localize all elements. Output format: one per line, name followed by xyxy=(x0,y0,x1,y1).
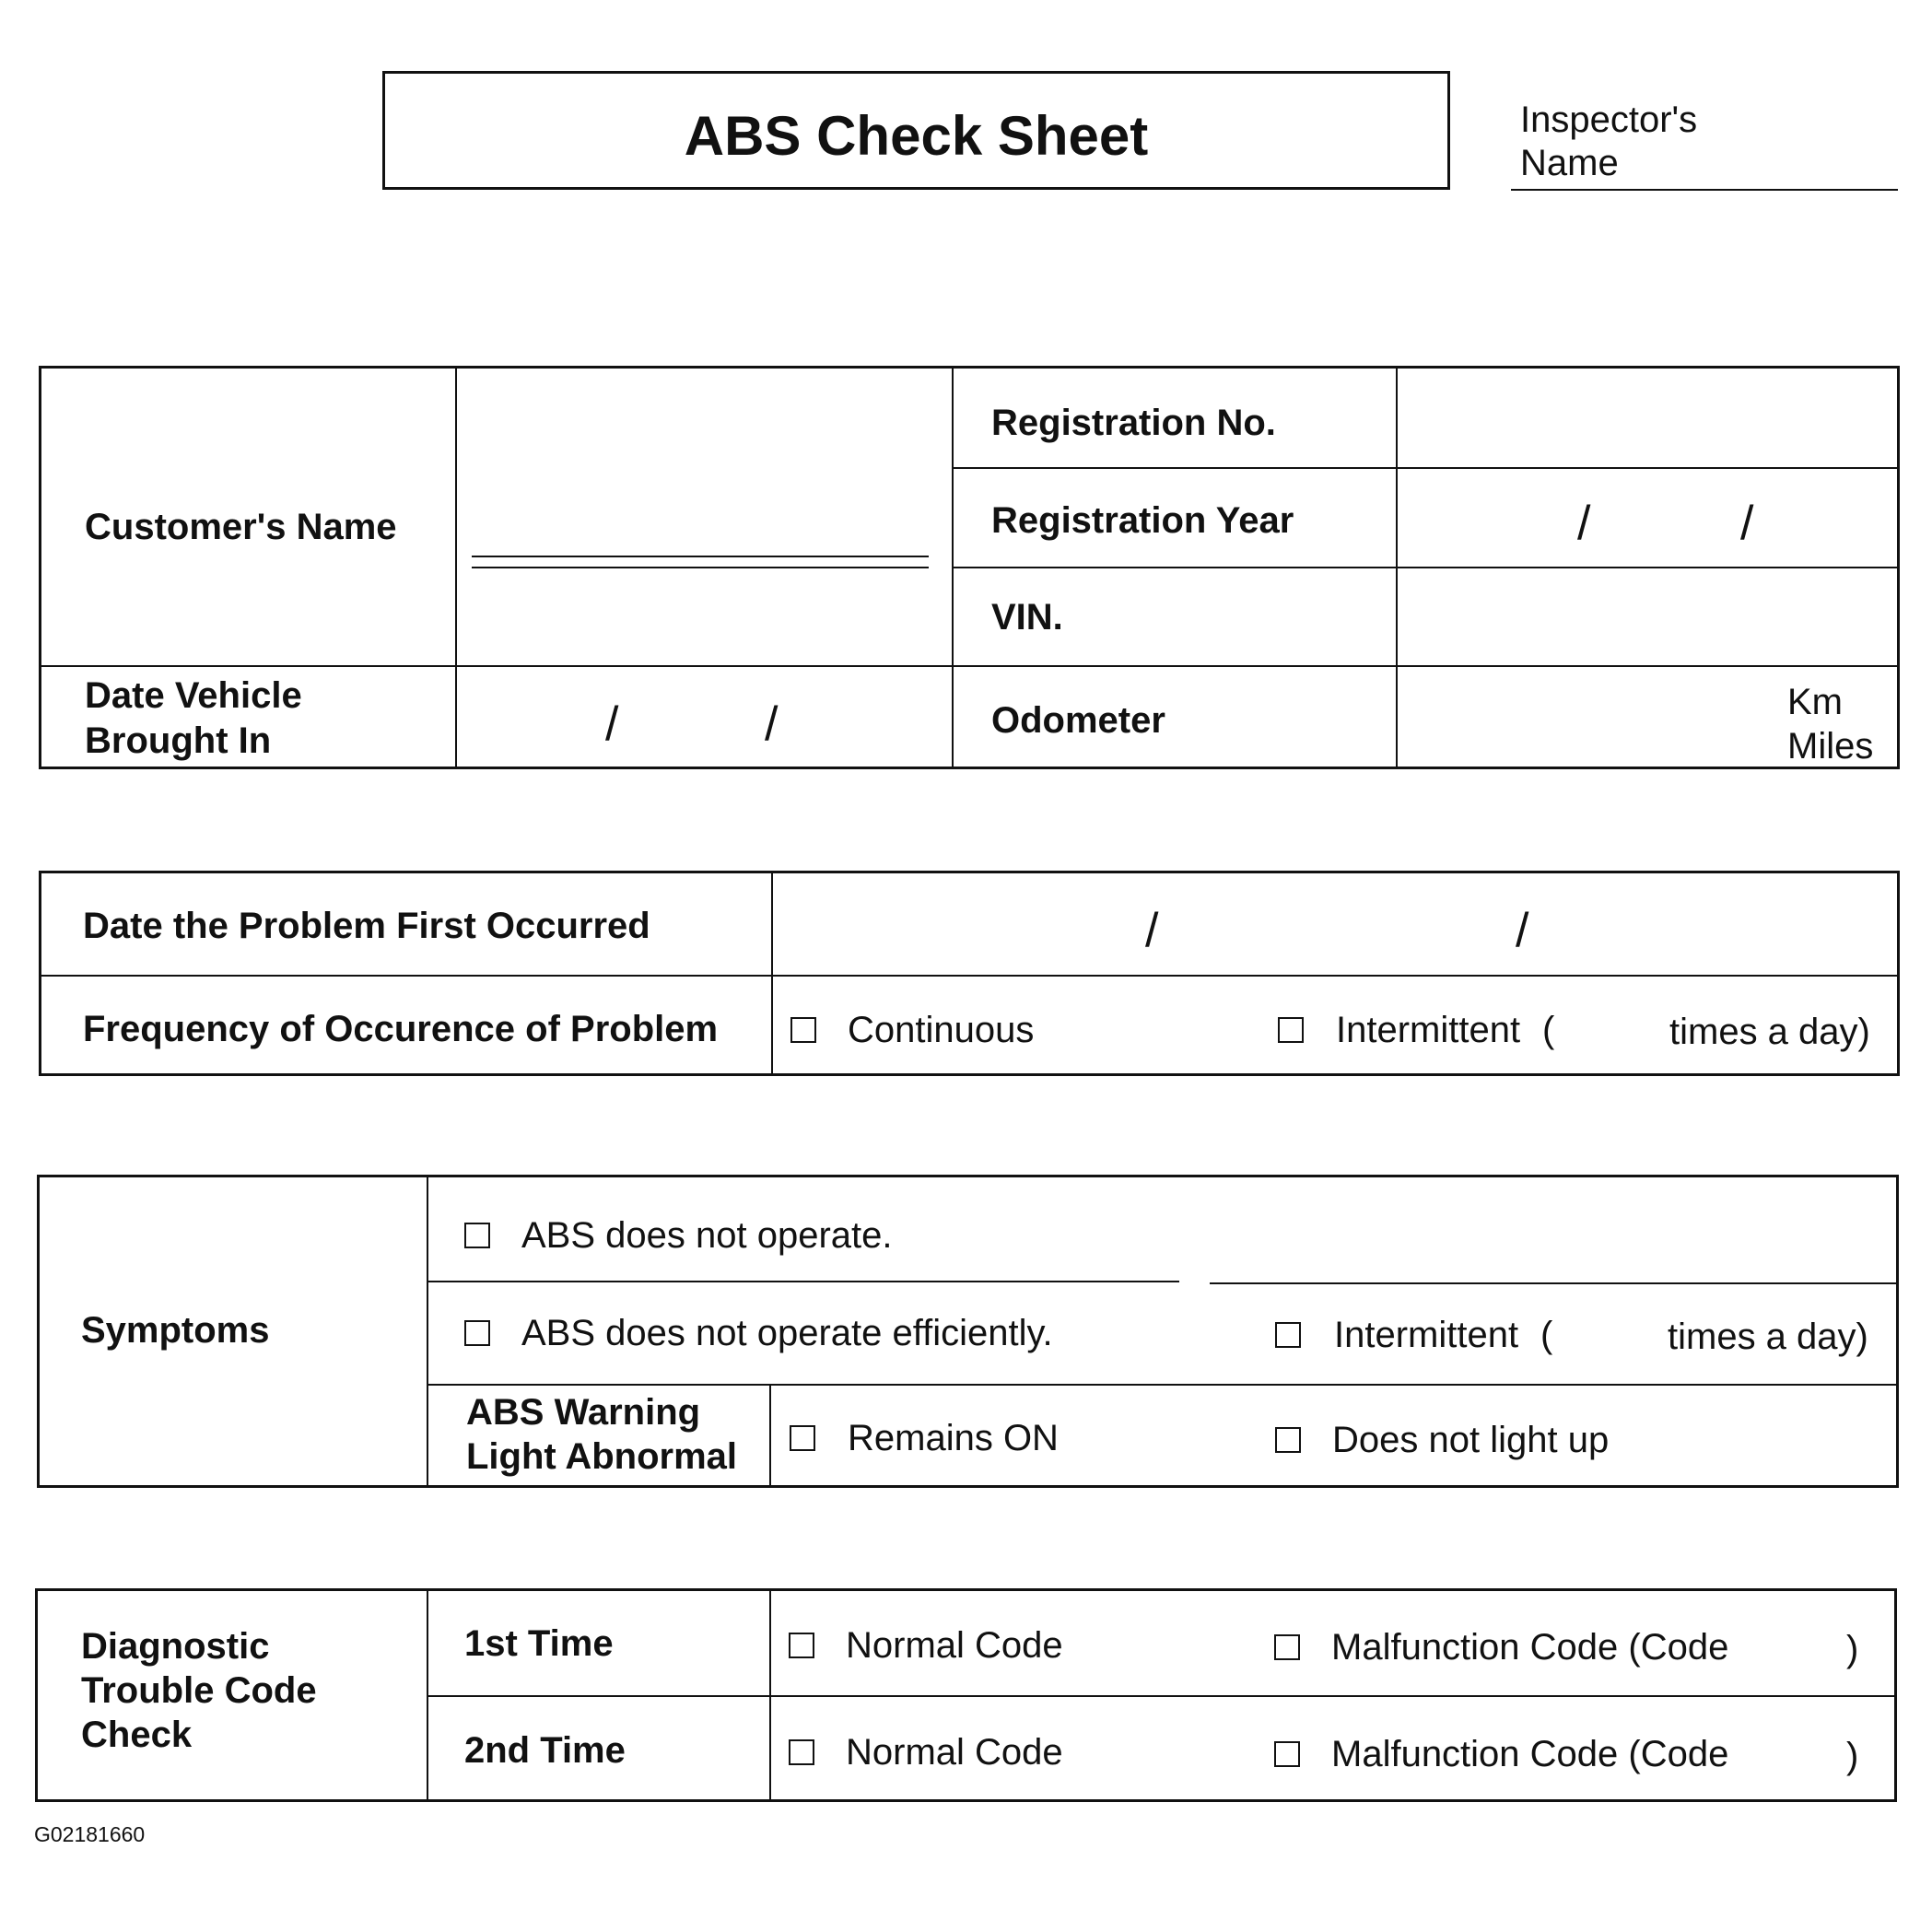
symptoms-intermittent-checkbox[interactable] xyxy=(1275,1322,1301,1348)
date-brought-label-line1: Date Vehicle xyxy=(85,675,302,716)
vin-label: VIN. xyxy=(991,597,1063,638)
first-normal-code-checkbox[interactable] xyxy=(789,1633,814,1658)
inspector-name-field[interactable] xyxy=(1511,189,1898,191)
symptoms-label: Symptoms xyxy=(81,1310,270,1351)
date-brought-field[interactable] xyxy=(457,667,950,767)
not-operate-checkbox[interactable] xyxy=(464,1223,490,1248)
remains-on-label: Remains ON xyxy=(848,1418,1059,1458)
divider xyxy=(39,975,1900,977)
divider xyxy=(427,1175,428,1488)
second-code-field[interactable] xyxy=(1741,1728,1843,1776)
divider xyxy=(427,1695,1897,1697)
customer-name-field-underline xyxy=(472,567,929,568)
divider xyxy=(1210,1282,1899,1284)
registration-year-label: Registration Year xyxy=(991,500,1294,541)
date-separator: / xyxy=(765,697,779,751)
date-separator: / xyxy=(1145,904,1159,957)
remains-on-checkbox[interactable] xyxy=(790,1425,815,1451)
second-malfunction-code-checkbox[interactable] xyxy=(1274,1741,1300,1767)
open-paren: ( xyxy=(1542,1010,1555,1050)
second-malfunction-code-label: Malfunction Code (Code xyxy=(1331,1734,1729,1774)
times-per-day-field[interactable] xyxy=(1566,1004,1658,1052)
frequency-label: Frequency of Occurence of Problem xyxy=(83,1009,719,1049)
not-operate-label: ABS does not operate. xyxy=(521,1215,893,1256)
date-separator: / xyxy=(1577,497,1591,550)
open-paren: ( xyxy=(1540,1315,1553,1355)
customer-name-field[interactable] xyxy=(472,556,929,557)
date-brought-label-line2: Brought In xyxy=(85,720,272,761)
odometer-unit-miles: Miles xyxy=(1787,726,1874,767)
odometer-field[interactable] xyxy=(1398,667,1766,767)
dtc-label-line1: Diagnostic xyxy=(81,1626,270,1667)
symptoms-intermittent-label: Intermittent xyxy=(1334,1315,1519,1355)
first-occurred-label: Date the Problem First Occurred xyxy=(83,906,650,946)
intermittent-label: Intermittent xyxy=(1336,1010,1521,1050)
first-time-label: 1st Time xyxy=(464,1623,614,1664)
warning-light-label-line2: Light Abnormal xyxy=(466,1436,738,1477)
close-paren: ) xyxy=(1846,1736,1859,1776)
first-code-field[interactable] xyxy=(1741,1621,1843,1669)
second-time-label: 2nd Time xyxy=(464,1730,626,1771)
page-title: ABS Check Sheet xyxy=(684,105,1149,167)
date-separator: / xyxy=(605,697,619,751)
second-normal-code-checkbox[interactable] xyxy=(789,1739,814,1765)
first-malfunction-code-checkbox[interactable] xyxy=(1274,1634,1300,1660)
registration-no-field[interactable] xyxy=(1398,368,1897,466)
close-paren: ) xyxy=(1846,1629,1859,1669)
figure-id: G02181660 xyxy=(34,1822,146,1846)
times-a-day-label: times a day) xyxy=(1668,1317,1868,1357)
date-separator: / xyxy=(1740,497,1754,550)
not-light-up-label: Does not light up xyxy=(1332,1420,1610,1460)
vin-field[interactable] xyxy=(1398,568,1897,664)
not-light-up-checkbox[interactable] xyxy=(1275,1427,1301,1453)
not-efficient-label: ABS does not operate efficiently. xyxy=(521,1313,1053,1353)
divider xyxy=(427,1384,1899,1386)
first-normal-code-label: Normal Code xyxy=(846,1625,1063,1666)
not-efficient-checkbox[interactable] xyxy=(464,1320,490,1346)
odometer-unit-km: Km xyxy=(1787,682,1843,722)
symptoms-times-per-day-field[interactable] xyxy=(1564,1308,1657,1356)
inspector-label-line2: Name xyxy=(1520,143,1619,183)
divider xyxy=(427,1281,1179,1282)
customer-name-label: Customer's Name xyxy=(85,507,397,547)
dtc-label-line2: Trouble Code xyxy=(81,1670,317,1711)
dtc-label-line3: Check xyxy=(81,1715,193,1755)
times-a-day-label: times a day) xyxy=(1669,1012,1870,1052)
inspector-label-line1: Inspector's xyxy=(1520,99,1698,140)
registration-no-label: Registration No. xyxy=(991,403,1276,443)
continuous-checkbox[interactable] xyxy=(790,1017,816,1043)
registration-year-field[interactable] xyxy=(1398,469,1897,566)
intermittent-checkbox[interactable] xyxy=(1278,1017,1304,1043)
odometer-label: Odometer xyxy=(991,700,1165,741)
continuous-label: Continuous xyxy=(848,1010,1035,1050)
divider xyxy=(769,1384,771,1488)
date-separator: / xyxy=(1516,904,1529,957)
second-normal-code-label: Normal Code xyxy=(846,1732,1063,1773)
warning-light-label-line1: ABS Warning xyxy=(466,1392,701,1433)
first-malfunction-code-label: Malfunction Code (Code xyxy=(1331,1627,1729,1668)
first-occurred-field[interactable] xyxy=(773,872,1897,974)
